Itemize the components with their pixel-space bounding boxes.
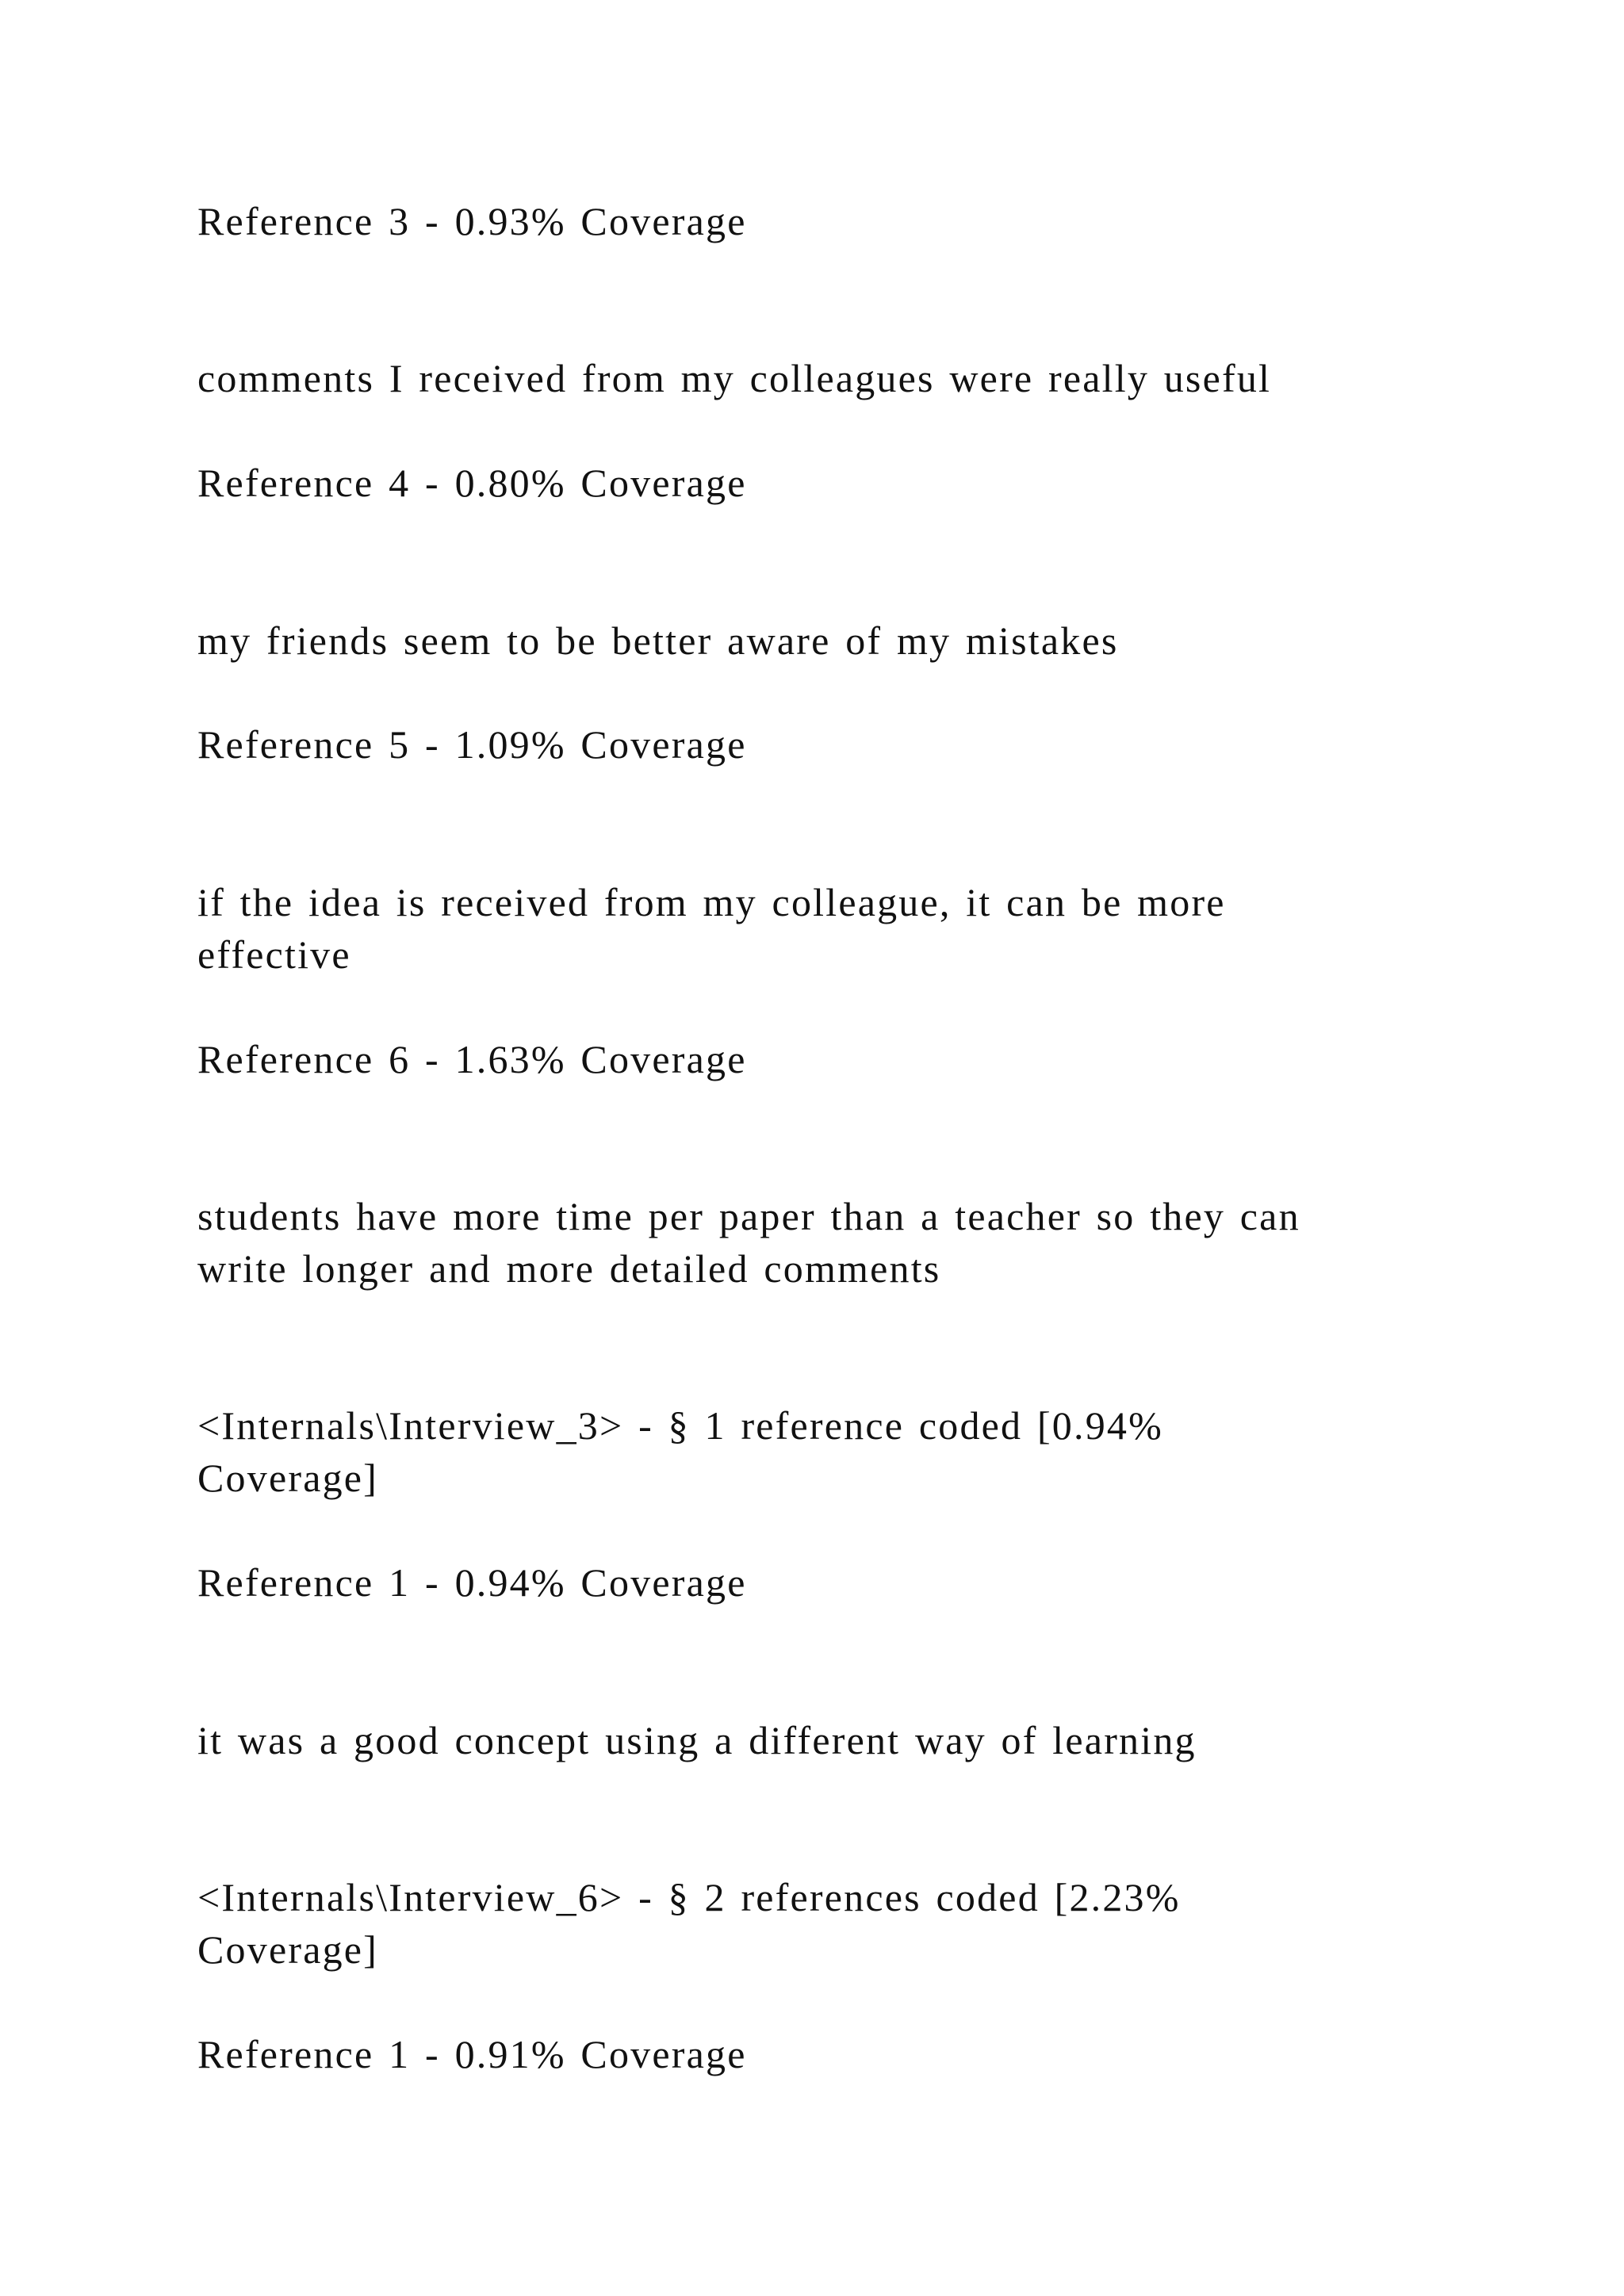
reference-heading: Reference 5 - 1.09% Coverage (197, 722, 747, 767)
quote-text: if the idea is received from my colleague, it can be more (197, 880, 1226, 924)
reference-heading: Reference 3 - 0.93% Coverage (197, 199, 747, 243)
reference-heading: Reference 6 - 1.63% Coverage (197, 1037, 747, 1081)
quote-text: it was a good concept using a different way of learning (197, 1718, 1197, 1762)
source-heading: <Internals\Interview_6> - § 2 references coded [2.23% (197, 1875, 1181, 1919)
quote-text: comments I received from my colleagues were really useful (197, 356, 1272, 400)
source-heading: Coverage] (197, 1927, 379, 1972)
source-heading: Coverage] (197, 1456, 379, 1500)
source-heading: <Internals\Interview_3> - § 1 reference coded [0.94% (197, 1403, 1163, 1448)
reference-heading: Reference 1 - 0.94% Coverage (197, 1560, 747, 1605)
quote-text: effective (197, 932, 351, 977)
quote-text: students have more time per paper than a teacher so they can (197, 1194, 1300, 1238)
reference-heading: Reference 4 - 0.80% Coverage (197, 461, 747, 505)
quote-text: write longer and more detailed comments (197, 1246, 941, 1291)
quote-text: my friends seem to be better aware of my mistakes (197, 618, 1119, 663)
reference-heading: Reference 1 - 0.91% Coverage (197, 2032, 747, 2076)
